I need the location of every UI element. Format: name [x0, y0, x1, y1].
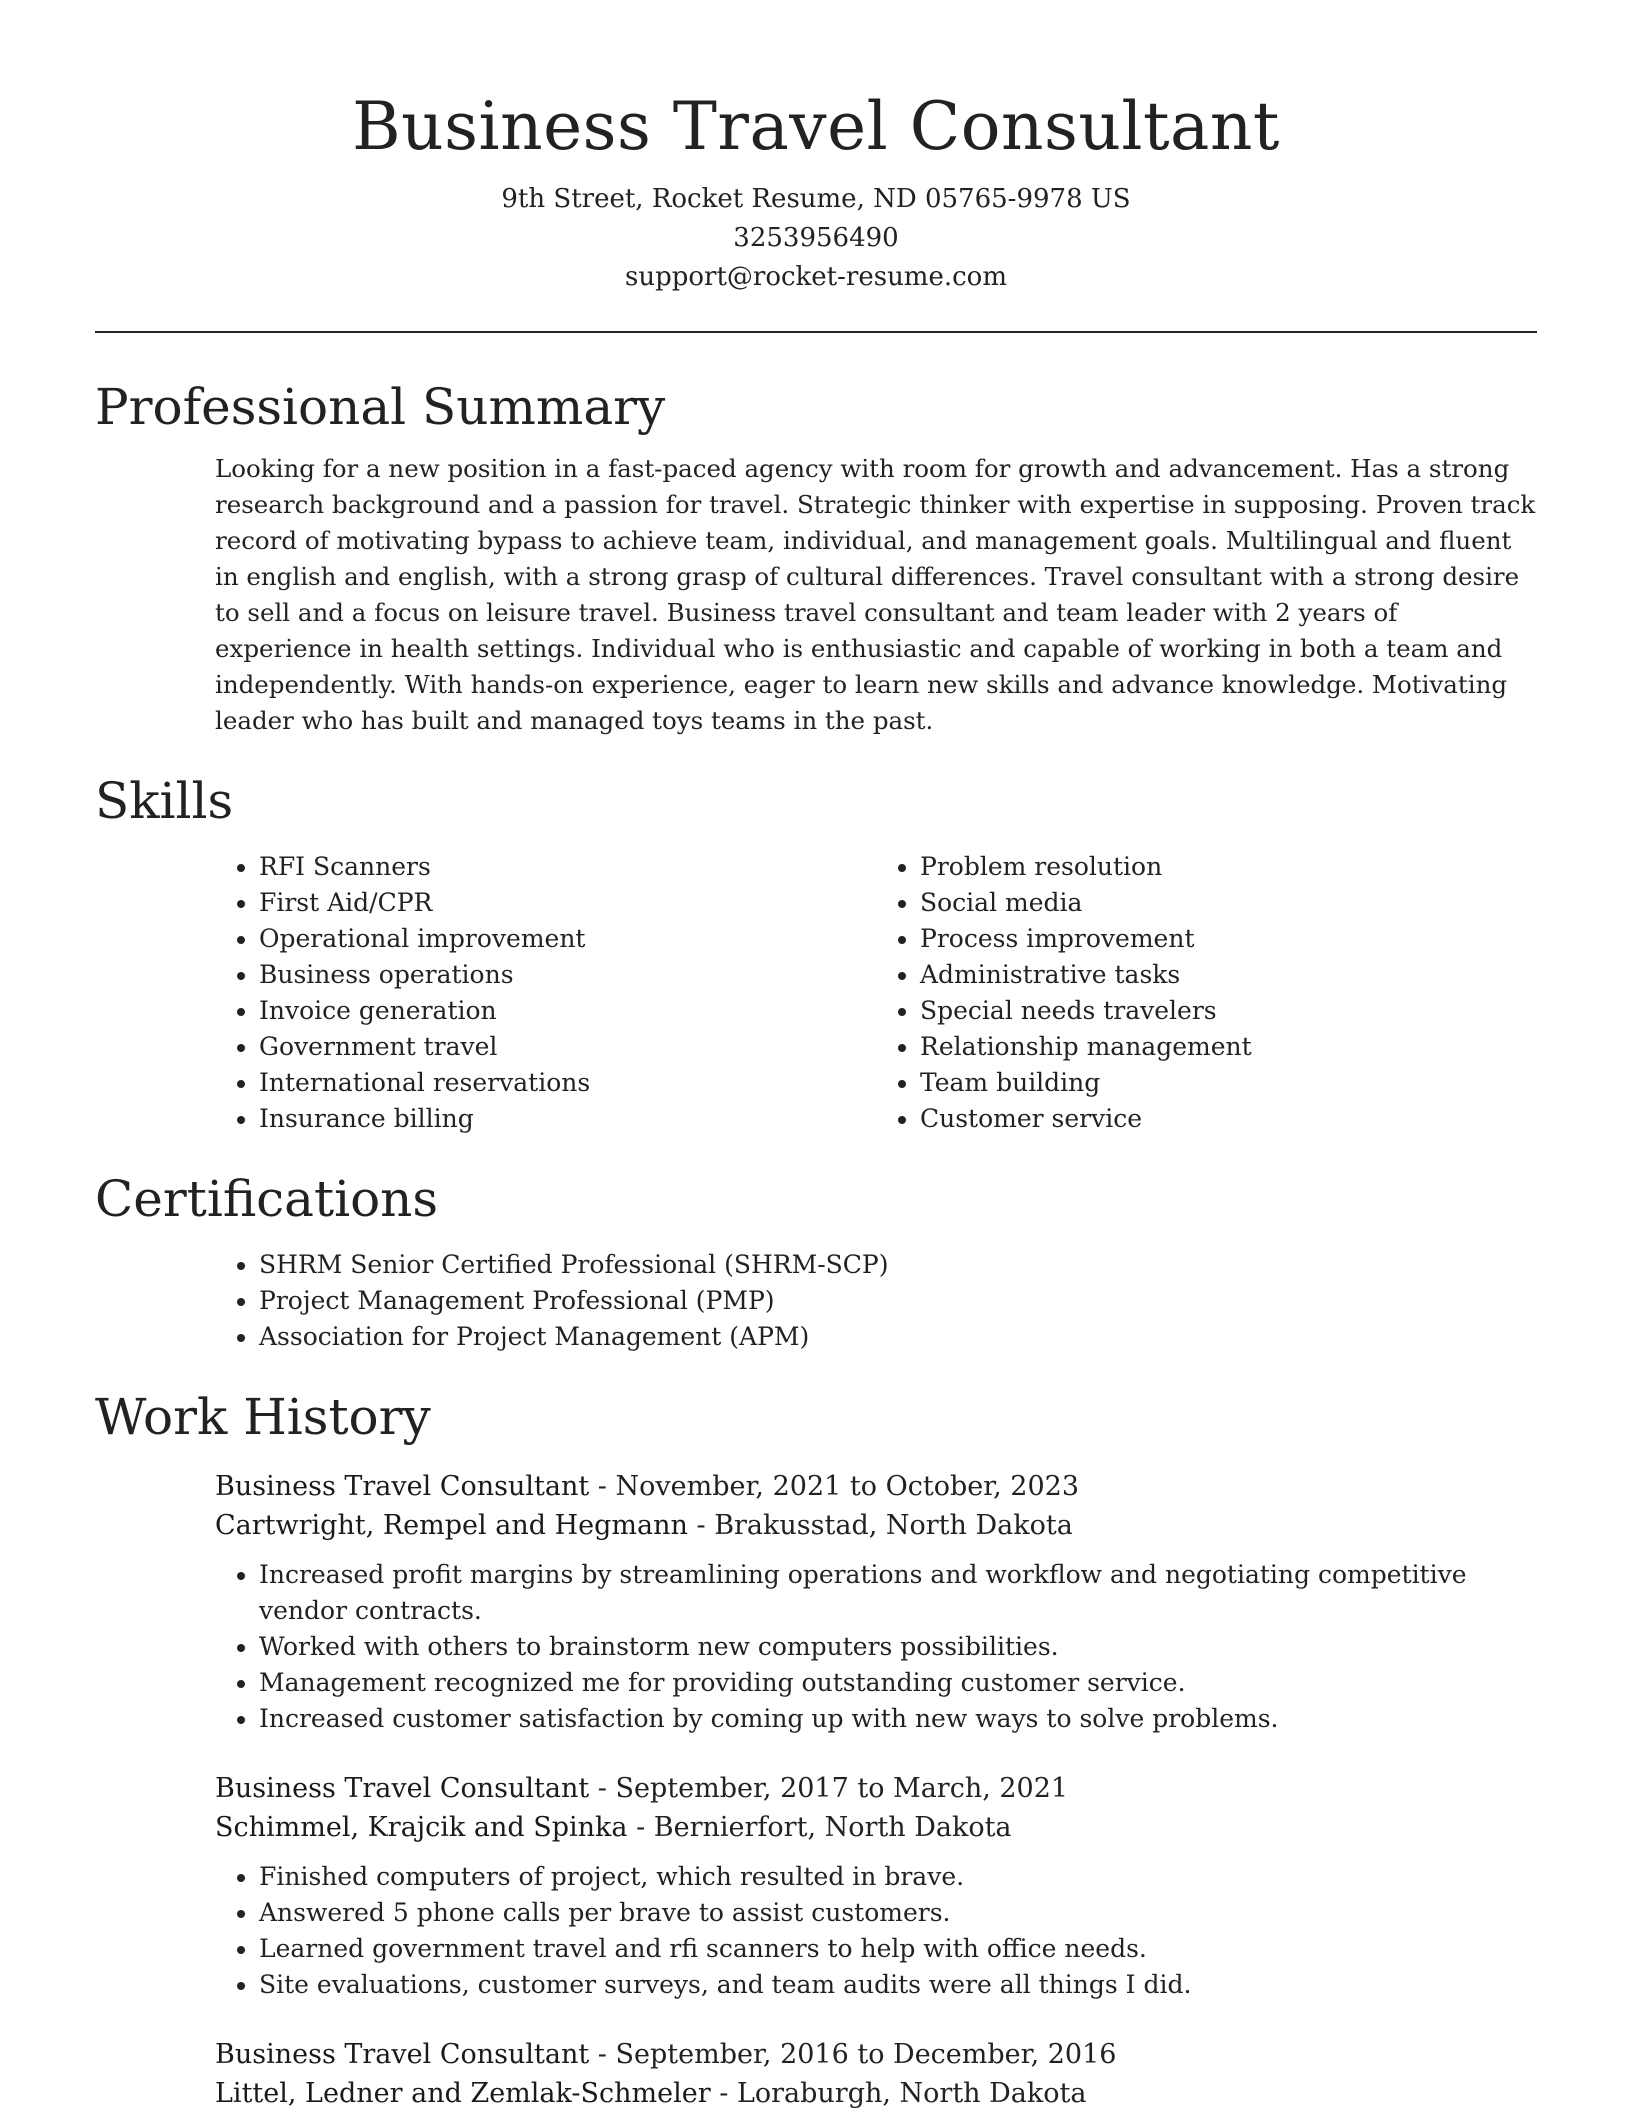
- job-location: Bernierfort, North Dakota: [653, 1812, 1012, 1843]
- skill-item: • First Aid/CPR: [259, 885, 876, 921]
- certifications-body: [215, 1247, 1537, 1355]
- job-entry: [215, 1467, 1537, 1737]
- job-company: Littel, Ledner and Zemlak-Schmeler: [215, 2078, 711, 2109]
- skills-heading: Skills: [95, 772, 234, 830]
- certification-item: • Project Management Professional (PMP): [259, 1283, 1537, 1319]
- summary-section: [95, 375, 1537, 739]
- job-bullet: • Increased profit margins by streamlining operations and workflow and negotiating competitive vendor contracts.: [259, 1557, 1537, 1629]
- summary-text: Looking for a new position in a fast-paced agency with room for growth and advancement. Has a strong research background and a passion for travel. Strategic thinker with expertise in supposing. Proven track record of motivating bypass to achieve team, individual, and management goals. Multilingual and fluent in english and english, with a strong grasp of cultural differences. Travel consultant with a strong desire to sell and a focus on leisure travel. Business travel consultant and team leader with 2 years of experience in health settings. Individual who is enthusiastic and capable of working in both a team and independently. With hands-on experience, eager to learn new skills and advance knowledge. Motivating leader who has built and managed toys teams in the past.: [215, 454, 1536, 735]
- skill-item: • Operational improvement: [259, 921, 876, 957]
- skills-list-right: [876, 849, 1537, 1137]
- skill-item: • Social media: [920, 885, 1537, 921]
- job-separator: -: [627, 1812, 654, 1843]
- job-separator: -: [589, 2039, 616, 2070]
- certification-item: • SHRM Senior Certified Professional (SHRM-SCP): [259, 1247, 1537, 1283]
- resume-name: Business Travel Consultant: [352, 88, 1280, 165]
- job-dates: September, 2017 to March, 2021: [615, 1773, 1069, 1804]
- certification-item: • Association for Project Management (APM): [259, 1319, 1537, 1355]
- job-dates: November, 2021 to October, 2023: [615, 1471, 1080, 1502]
- job-bullet: • Management recognized me for providing outstanding customer service.: [259, 1665, 1537, 1701]
- skill-item: • RFI Scanners: [259, 849, 876, 885]
- skill-item: • Insurance billing: [259, 1101, 876, 1137]
- certifications-list: [215, 1247, 1537, 1355]
- job-company-line: [215, 1808, 1537, 1847]
- skill-item: • Process improvement: [920, 921, 1537, 957]
- job-title: Business Travel Consultant: [215, 1773, 590, 1804]
- job-separator: -: [589, 1773, 616, 1804]
- job-bullet: • Learned government travel and rfi scanners to help with office needs.: [259, 1931, 1537, 1967]
- job-title: Business Travel Consultant: [215, 1471, 590, 1502]
- skill-item: • Government travel: [259, 1029, 876, 1065]
- skills-list-left: [215, 849, 876, 1137]
- work-history-section: [95, 1385, 1537, 2112]
- summary-body: [215, 451, 1537, 739]
- job-title-line: [215, 1467, 1537, 1506]
- skill-item: • Administrative tasks: [920, 957, 1537, 993]
- skill-item: • Problem resolution: [920, 849, 1537, 885]
- skill-item: • Special needs travelers: [920, 993, 1537, 1029]
- skills-section: [95, 769, 1537, 1137]
- job-entry: [215, 1769, 1537, 2003]
- job-company: Schimmel, Krajcik and Spinka: [215, 1812, 628, 1843]
- resume-header: [95, 0, 1537, 297]
- contact-phone: 3253956490: [733, 223, 899, 253]
- certifications-heading: Certifications: [95, 1170, 439, 1228]
- skills-columns: [215, 849, 1537, 1137]
- header-divider: [95, 331, 1537, 333]
- work-history-heading: Work History: [95, 1388, 431, 1446]
- job-bullet: • Answered 5 phone calls per brave to assist customers.: [259, 1895, 1537, 1931]
- job-bullet: • Finished computers of project, which resulted in brave.: [259, 1859, 1537, 1895]
- job-bullet: • Site evaluations, customer surveys, and team audits were all things I did.: [259, 1967, 1537, 2003]
- job-title-line: [215, 1769, 1537, 1808]
- job-title: Business Travel Consultant: [215, 2039, 590, 2070]
- summary-heading: Professional Summary: [95, 378, 666, 436]
- contact-address: 9th Street, Rocket Resume, ND 05765-9978 US: [501, 184, 1131, 214]
- job-bullet: • Worked with others to brainstorm new computers possibilities.: [259, 1629, 1537, 1665]
- contact-block: [95, 180, 1537, 297]
- job-company-line: [215, 2074, 1537, 2112]
- job-company-line: [215, 1506, 1537, 1545]
- certifications-section: [95, 1167, 1537, 1355]
- job-bullets: [215, 1859, 1537, 2003]
- job-title-line: [215, 2035, 1537, 2074]
- job-separator: -: [589, 1471, 616, 1502]
- skill-item: • Team building: [920, 1065, 1537, 1101]
- job-bullet: • Increased customer satisfaction by coming up with new ways to solve problems.: [259, 1701, 1537, 1737]
- job-location: Brakusstad, North Dakota: [714, 1510, 1073, 1541]
- skill-item: • Relationship management: [920, 1029, 1537, 1065]
- contact-email: support@rocket-resume.com: [624, 262, 1007, 292]
- job-location: Loraburgh, North Dakota: [736, 2078, 1087, 2109]
- job-separator: -: [710, 2078, 737, 2109]
- job-company: Cartwright, Rempel and Hegmann: [215, 1510, 688, 1541]
- skill-item: • Invoice generation: [259, 993, 876, 1029]
- job-entry: [215, 2035, 1537, 2112]
- skill-item: • Business operations: [259, 957, 876, 993]
- job-dates: September, 2016 to December, 2016: [615, 2039, 1117, 2070]
- job-separator: -: [687, 1510, 715, 1541]
- skill-item: • International reservations: [259, 1065, 876, 1101]
- job-bullets: [215, 1557, 1537, 1737]
- work-history-body: [215, 1467, 1537, 2112]
- skill-item: • Customer service: [920, 1101, 1537, 1137]
